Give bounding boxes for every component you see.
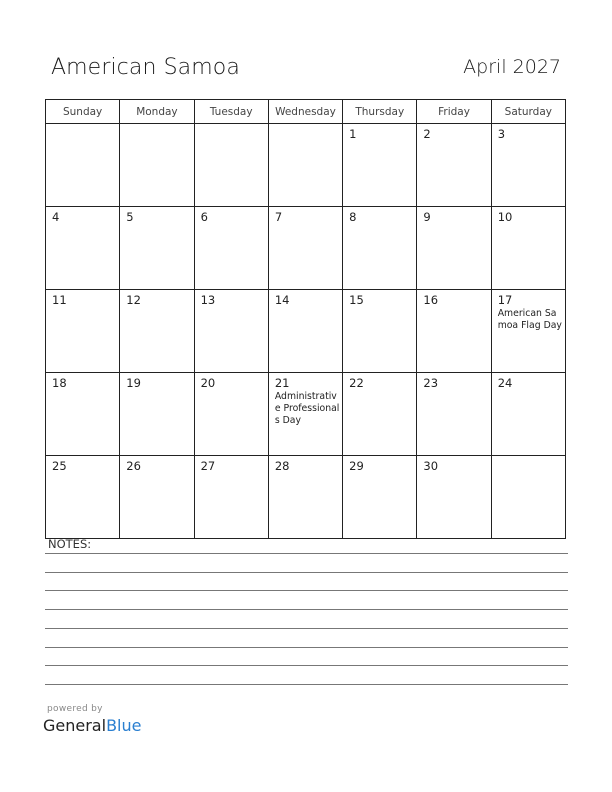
weekday-header: Monday bbox=[120, 100, 194, 124]
week-row bbox=[46, 373, 566, 456]
day-number: 20 bbox=[200, 376, 216, 390]
day-cell bbox=[343, 456, 417, 539]
day-number: 25 bbox=[52, 459, 67, 473]
weekday-header: Tuesday bbox=[194, 100, 268, 124]
week-row bbox=[46, 290, 566, 373]
day-cell bbox=[46, 290, 120, 373]
generalblue-logo bbox=[43, 716, 141, 735]
day-cell bbox=[343, 373, 417, 456]
weekday-header: Thursday bbox=[343, 100, 417, 124]
day-cell bbox=[491, 124, 565, 207]
day-cell bbox=[268, 373, 342, 456]
day-number: 12 bbox=[126, 293, 141, 307]
day-cell bbox=[120, 124, 194, 207]
note-line bbox=[45, 628, 568, 629]
note-line bbox=[45, 609, 568, 610]
day-number: 16 bbox=[423, 293, 439, 307]
day-cell bbox=[417, 456, 491, 539]
day-number: 10 bbox=[497, 210, 513, 224]
weekday-header-row bbox=[46, 100, 566, 124]
day-cell bbox=[46, 207, 120, 290]
day-number: 9 bbox=[423, 210, 431, 224]
day-number: 7 bbox=[274, 210, 283, 224]
day-cell bbox=[343, 207, 417, 290]
note-line bbox=[45, 684, 568, 685]
day-cell bbox=[491, 290, 565, 373]
day-number: 14 bbox=[274, 293, 290, 307]
day-cell bbox=[491, 207, 565, 290]
day-number: 29 bbox=[349, 459, 364, 473]
day-cell bbox=[194, 456, 268, 539]
day-cell bbox=[268, 124, 342, 207]
day-cell bbox=[417, 124, 491, 207]
day-cell bbox=[120, 207, 194, 290]
day-cell bbox=[120, 373, 194, 456]
day-cell bbox=[46, 456, 120, 539]
day-number: 30 bbox=[423, 459, 439, 473]
day-cell bbox=[46, 124, 120, 207]
note-line bbox=[45, 590, 568, 591]
day-cell bbox=[268, 207, 342, 290]
day-number: 24 bbox=[497, 376, 513, 390]
note-line bbox=[45, 647, 568, 648]
day-number: 28 bbox=[274, 459, 290, 473]
day-number: 6 bbox=[200, 210, 208, 224]
day-cell bbox=[417, 373, 491, 456]
day-cell bbox=[46, 373, 120, 456]
day-cell bbox=[343, 290, 417, 373]
day-number: 8 bbox=[349, 210, 357, 224]
week-row bbox=[46, 207, 566, 290]
holiday-label: American Samoa Flag Day bbox=[497, 308, 562, 331]
week-row bbox=[46, 124, 566, 207]
day-number: 23 bbox=[423, 376, 439, 390]
note-line bbox=[45, 572, 568, 573]
day-cell bbox=[194, 290, 268, 373]
note-line bbox=[45, 665, 568, 666]
logo-blue: Blue bbox=[106, 716, 142, 735]
day-cell bbox=[491, 456, 565, 539]
day-cell bbox=[120, 290, 194, 373]
day-cell bbox=[120, 456, 194, 539]
holiday-label: Administrative Professionals Day bbox=[274, 391, 340, 426]
day-cell bbox=[194, 124, 268, 207]
day-number: 3 bbox=[497, 127, 506, 141]
calendar-grid bbox=[45, 99, 566, 539]
day-number: 4 bbox=[52, 210, 60, 224]
day-number: 2 bbox=[423, 127, 431, 141]
powered-by-text: powered by bbox=[47, 704, 103, 714]
day-number: 17 bbox=[497, 293, 513, 307]
day-cell bbox=[194, 373, 268, 456]
day-number: 26 bbox=[126, 459, 141, 473]
calendar-title: American Samoa bbox=[51, 55, 240, 80]
day-cell bbox=[343, 124, 417, 207]
day-number: 13 bbox=[200, 293, 216, 307]
note-line bbox=[45, 553, 568, 554]
day-number: 22 bbox=[349, 376, 364, 390]
day-cell bbox=[194, 207, 268, 290]
day-cell bbox=[491, 373, 565, 456]
day-number: 18 bbox=[52, 376, 67, 390]
weekday-header: Saturday bbox=[491, 100, 565, 124]
notes-label: NOTES: bbox=[48, 537, 92, 551]
day-cell bbox=[417, 290, 491, 373]
day-number: 11 bbox=[52, 293, 67, 307]
month-year: April 2027 bbox=[463, 56, 561, 78]
day-cell bbox=[417, 207, 491, 290]
weekday-header: Sunday bbox=[46, 100, 120, 124]
day-number: 1 bbox=[349, 127, 357, 141]
day-cell bbox=[268, 456, 342, 539]
weekday-header: Friday bbox=[417, 100, 491, 124]
week-row bbox=[46, 456, 566, 539]
day-cell bbox=[268, 290, 342, 373]
day-number: 19 bbox=[126, 376, 141, 390]
logo-general: General bbox=[43, 716, 107, 735]
day-number: 27 bbox=[200, 459, 216, 473]
day-number: 21 bbox=[274, 376, 290, 390]
day-number: 15 bbox=[349, 293, 364, 307]
weekday-header: Wednesday bbox=[268, 100, 342, 124]
day-number: 5 bbox=[126, 210, 134, 224]
